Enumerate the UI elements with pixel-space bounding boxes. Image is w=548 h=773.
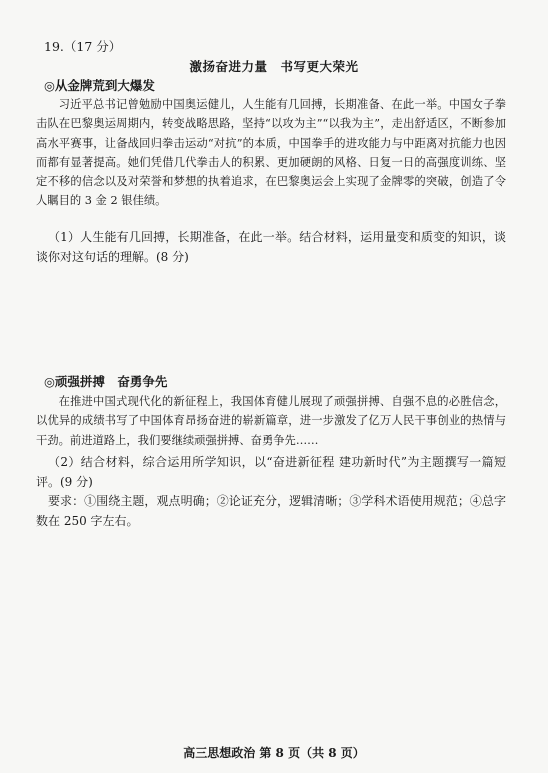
page-footer: 高三思想政治 第 8 页（共 8 页）: [183, 746, 365, 760]
material-paragraph-2: [36, 392, 506, 450]
material-paragraph-1: [36, 95, 506, 211]
subquestion-1-text: （1）人生能有几回搏，长期准备，在此一举。结合材料，运用量变和质变的知识，谈谈你对这句话的理解。(8 分): [36, 230, 506, 264]
material-title: 激扬奋进力量 书写更大荣光: [189, 59, 359, 74]
requirements: [36, 492, 506, 531]
material-text-2: 在推进中国式现代化的新征程上，我国体育健儿展现了顽强拼搏、自强不息的必胜信念，以优异的成绩书写了中国体育昂扬奋进的崭新篇章，进一步激发了亿万人民干事创业的热情与干劲。前进道路上，我们要继续顽强拼搏、奋勇争先……: [36, 395, 506, 447]
section-heading-2: ◎顽强拼搏 奋勇争先: [44, 374, 168, 389]
material-text-1: 习近平总书记曾勉励中国奥运健儿，人生能有几回搏，长期准备、在此一举。中国女子拳击队在巴黎奥运周期内，转变战略思路，坚持“以攻为主”“以我为主”，走出舒适区，不断参加高水平赛事，让备战回归拳击运动“对抗”的本质，中国拳手的进攻能力与中距离对抗能力也因而都有显著提高。她们凭借几代拳击人的积累、更加硬朗的风格、日复一日的高强度训练、坚定不移的信念以及对荣誉和梦想的执着追求，在巴黎奥运会上实现了金牌零的突破，创造了令人瞩目的 3 金 2 银佳绩。: [36, 98, 506, 208]
requirements-text: 要求：①围绕主题，观点明确；②论证充分，逻辑清晰；③学科术语使用规范；④总字数在 250 字左右。: [36, 494, 506, 528]
subquestion-1: [36, 228, 506, 267]
subquestion-2: [36, 453, 506, 492]
question-number: 19.（17 分）: [44, 39, 122, 54]
section-heading-1: ◎从金牌荒到大爆发: [44, 78, 155, 93]
subquestion-2-text: （2）结合材料，综合运用所学知识，以“奋进新征程 建功新时代”为主题撰写一篇短评。(9 分): [36, 455, 506, 489]
